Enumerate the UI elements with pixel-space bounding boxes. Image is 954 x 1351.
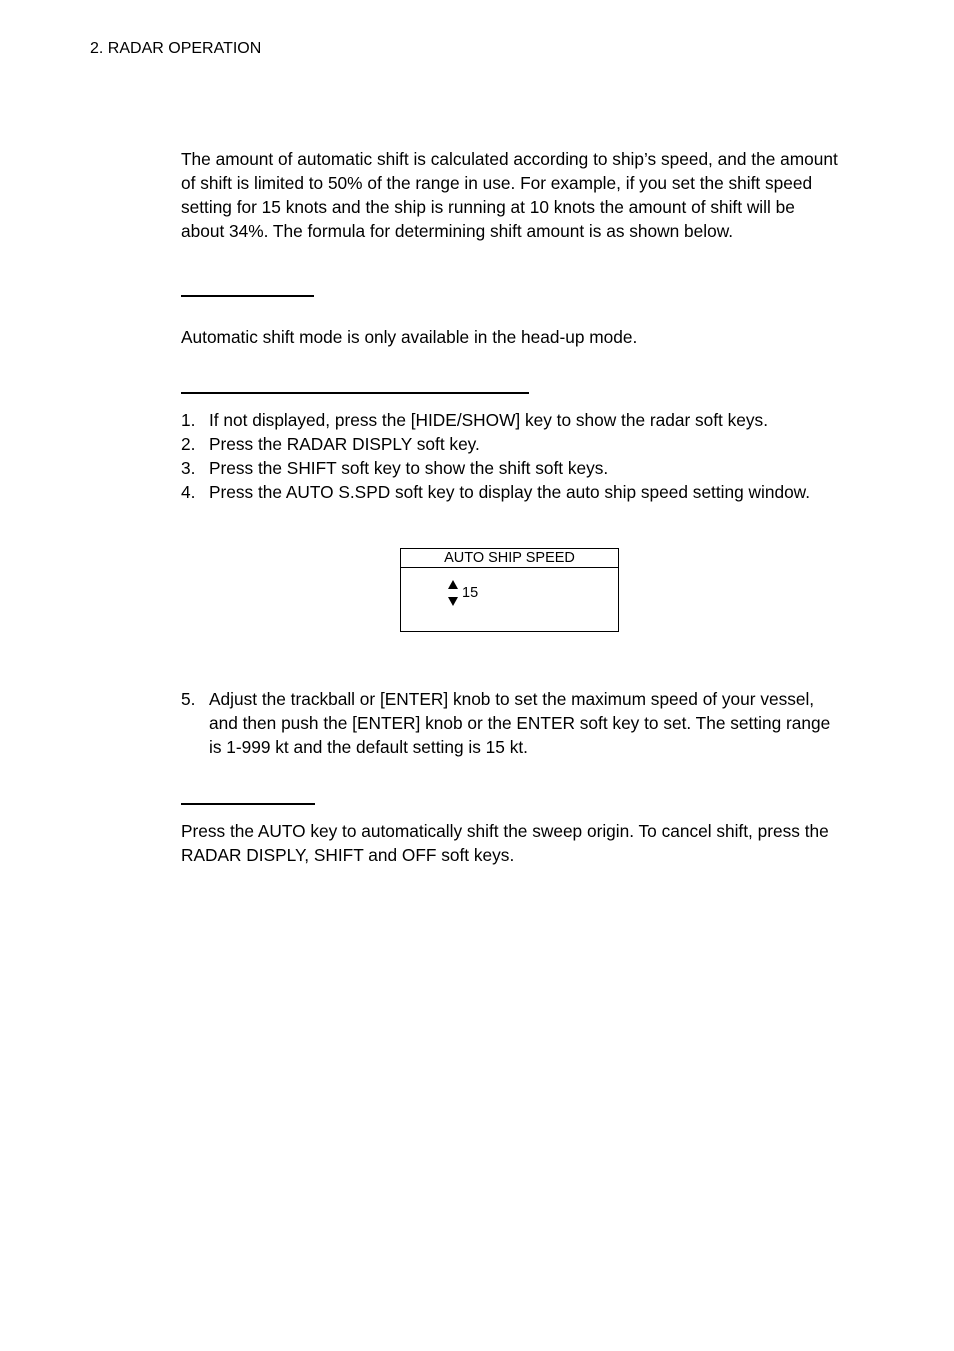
procedure-steps-1-4 [181, 408, 841, 504]
arrow-up-icon[interactable] [448, 580, 458, 589]
step-number: 5. [181, 689, 196, 709]
heading-rule-2 [181, 392, 529, 394]
step-item [181, 687, 841, 759]
step-text: Press the AUTO S.SPD soft key to display the auto ship speed setting window. [209, 482, 811, 502]
step-number: 2. [181, 434, 196, 454]
auto-ship-speed-window [400, 548, 619, 632]
step-text: If not displayed, press the [HIDE/SHOW] key to show the radar soft keys. [209, 410, 768, 430]
speed-value: 15 [462, 585, 479, 601]
heading-rule-3 [181, 803, 315, 805]
step-number: 3. [181, 458, 196, 478]
step-number: 1. [181, 410, 196, 430]
dialog-title: AUTO SHIP SPEED [401, 549, 618, 568]
step-item [181, 432, 841, 456]
procedure-step-5 [181, 687, 841, 759]
page-header: 2. RADAR OPERATION [90, 40, 262, 57]
step-number: 4. [181, 482, 196, 502]
note-paragraph: Automatic shift mode is only available in the head-up mode. [181, 327, 638, 347]
heading-rule-1 [181, 295, 314, 297]
step-text: Adjust the trackball or [ENTER] knob to set the maximum speed of your vessel, and then push the [ENTER] knob or the ENTER soft key to set. The setting range is 1-999 kt and the default setting is 15 kt. [209, 689, 831, 757]
arrow-down-icon[interactable] [448, 597, 458, 606]
speed-spinner[interactable] [448, 580, 488, 610]
step-text: Press the RADAR DISPLY soft key. [209, 434, 480, 454]
step-item [181, 456, 841, 480]
intro-paragraph: The amount of automatic shift is calculated according to ship’s speed, and the amount of shift is limited to 50% of the range in use. For example, if you set the shift speed setting for 15 knots and the ship is running at 10 knots the amount of shift will be about 34%. The formula for determining shift amount is as shown below. [181, 149, 838, 241]
step-item [181, 480, 841, 504]
step-text: Press the SHIFT soft key to show the shift soft keys. [209, 458, 609, 478]
step-item [181, 408, 841, 432]
activate-paragraph: Press the AUTO key to automatically shift the sweep origin. To cancel shift, press the RADAR DISPLY, SHIFT and OFF soft keys. [181, 821, 829, 865]
